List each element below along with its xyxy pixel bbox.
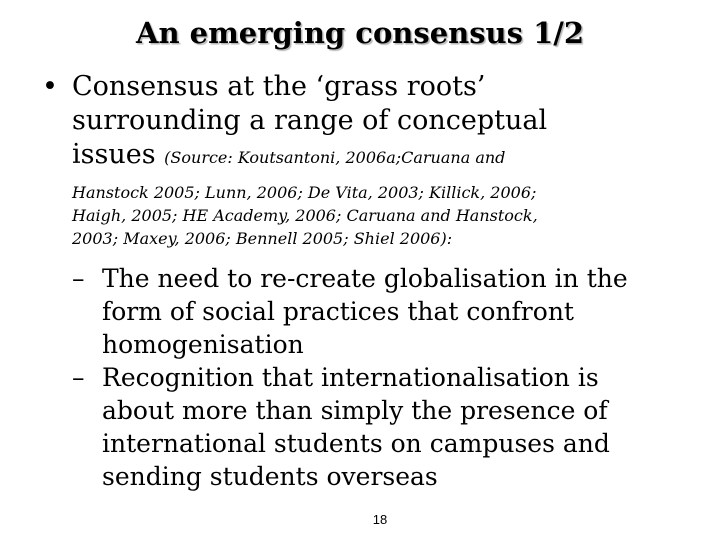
source-citation-line: Hanstock 2005; Lunn, 2006; De Vita, 2003; Killick, 2006;	[72, 183, 537, 202]
bullet-text	[72, 70, 682, 175]
sub-bullet-list	[72, 262, 702, 493]
sub-bullet-line: sending students overseas	[102, 462, 438, 491]
source-citation-line: 2003; Maxey, 2006; Bennell 2005; Shiel 2006):	[72, 229, 453, 248]
sub-bullet-line: homogenisation	[102, 330, 304, 359]
sub-bullet-line: Recognition that internationalisation is	[102, 363, 599, 392]
sub-bullet-line: The need to re-create globalisation in the	[102, 264, 628, 293]
dash-marker: –	[72, 264, 85, 293]
source-citation-line: Haigh, 2005; HE Academy, 2006; Caruana and Hanstock,	[72, 206, 538, 225]
sub-bullet-item	[72, 361, 702, 493]
source-citations	[72, 181, 672, 250]
page-number: 18	[372, 512, 388, 527]
sub-bullet-line: form of social practices that confront	[102, 297, 574, 326]
slide-title: An emerging consensus 1/2	[135, 16, 585, 50]
bullet-line: Consensus at the ‘grass roots’	[72, 71, 486, 102]
sub-bullet-line: international students on campuses and	[102, 429, 610, 458]
source-citation-start: (Source: Koutsantoni, 2006a;Caruana and	[164, 148, 506, 167]
bullet-line: surrounding a range of conceptual	[72, 105, 548, 136]
sub-bullet-item	[72, 262, 702, 361]
bullet-line: issues	[72, 139, 156, 170]
bullet-marker: •	[42, 71, 58, 102]
bullet-line-with-source	[72, 138, 682, 175]
dash-marker: –	[72, 363, 85, 392]
sub-bullet-line: about more than simply the presence of	[102, 396, 608, 425]
